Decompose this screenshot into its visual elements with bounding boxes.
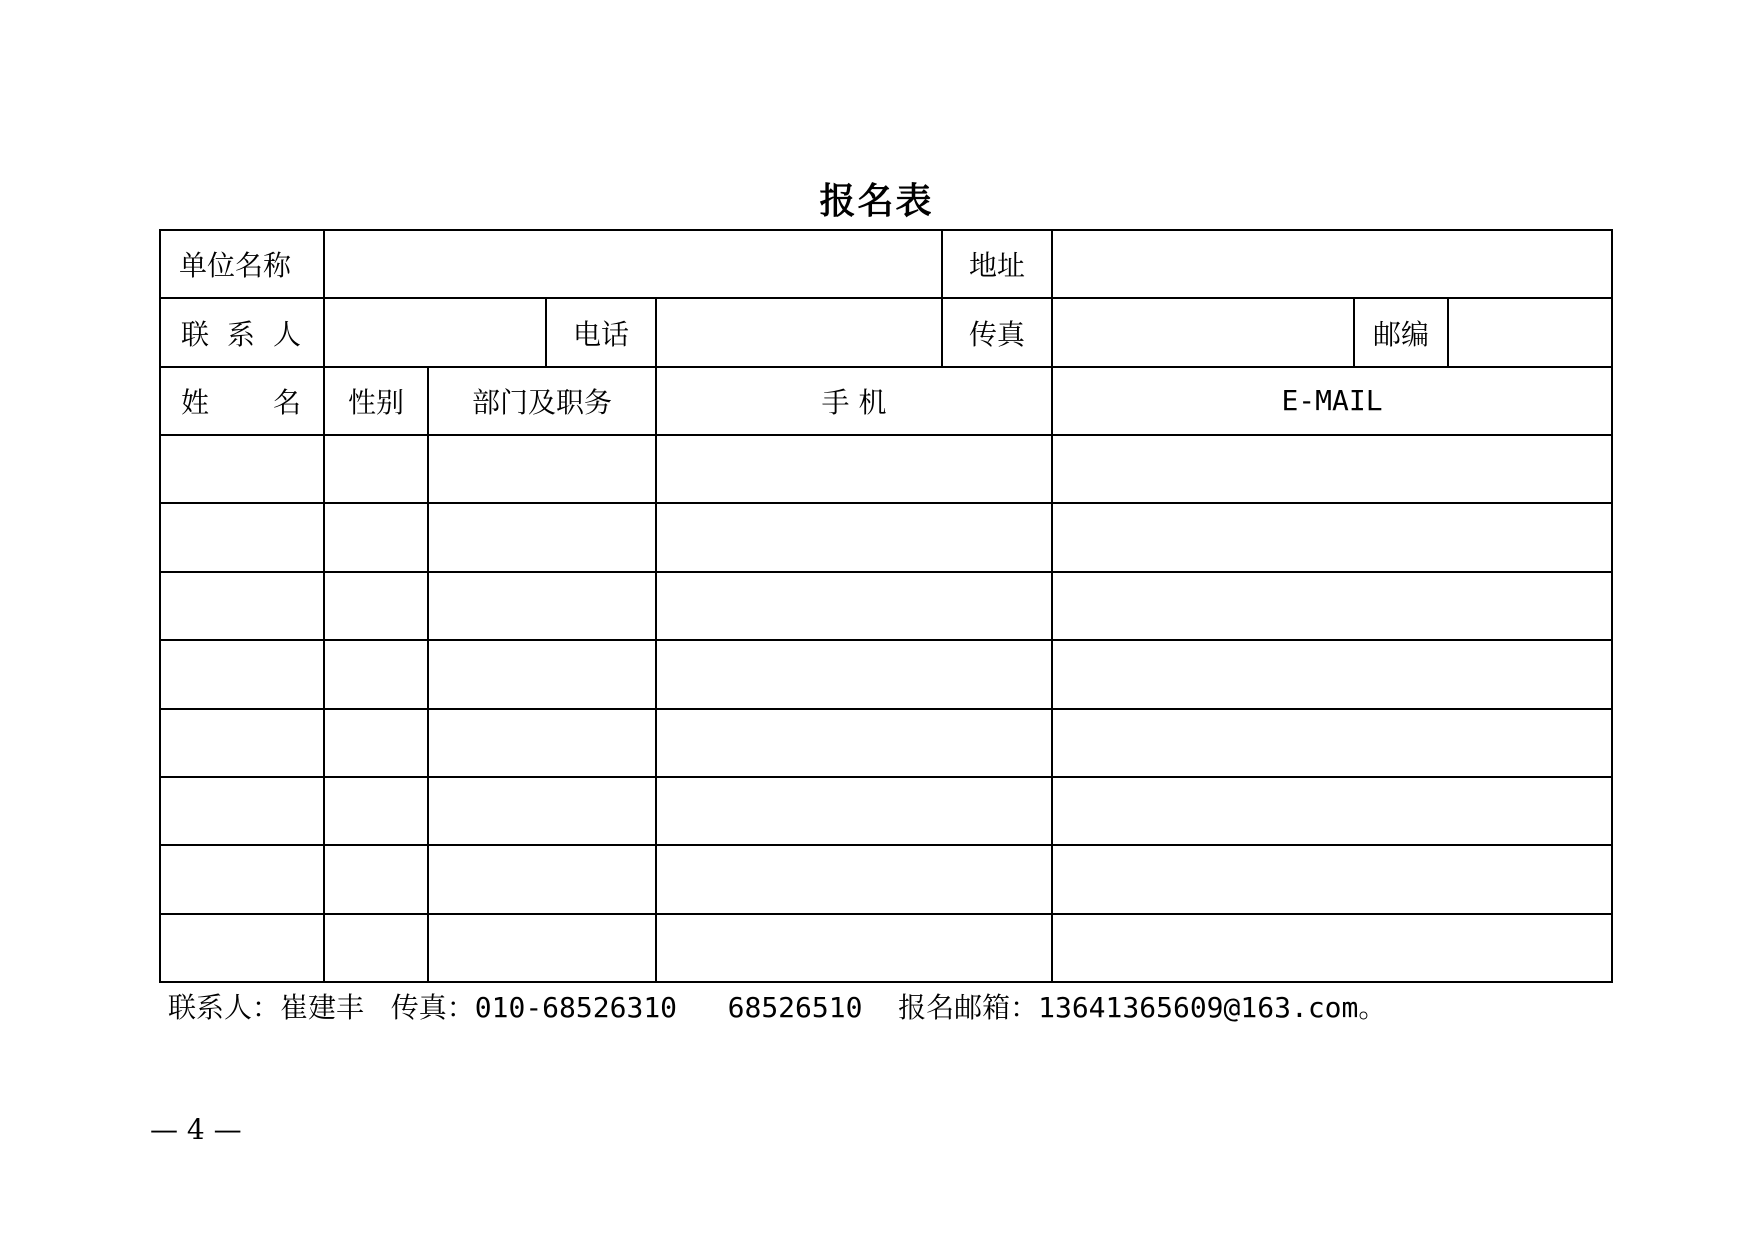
mobile-cell[interactable] bbox=[656, 503, 1052, 571]
registration-form-table bbox=[159, 229, 1613, 983]
footer-contact-name: 崔建丰 bbox=[280, 991, 365, 1024]
department-cell[interactable] bbox=[428, 845, 656, 913]
table-row bbox=[160, 572, 1612, 640]
department-header: 部门及职务 bbox=[428, 367, 656, 435]
department-cell[interactable] bbox=[428, 709, 656, 777]
email-cell[interactable] bbox=[1052, 709, 1612, 777]
postcode-label: 邮编 bbox=[1354, 298, 1448, 366]
name-cell[interactable] bbox=[160, 914, 324, 982]
footer-end-mark: 。 bbox=[1358, 991, 1387, 1024]
unit-row bbox=[160, 230, 1612, 298]
gender-cell[interactable] bbox=[324, 572, 428, 640]
table-row bbox=[160, 777, 1612, 845]
department-cell[interactable] bbox=[428, 777, 656, 845]
gender-header: 性别 bbox=[324, 367, 428, 435]
name-cell[interactable] bbox=[160, 572, 324, 640]
table-row bbox=[160, 503, 1612, 571]
address-label: 地址 bbox=[942, 230, 1052, 298]
address-field[interactable] bbox=[1052, 230, 1612, 298]
phone-label: 电话 bbox=[546, 298, 656, 366]
gender-cell[interactable] bbox=[324, 435, 428, 503]
email-cell[interactable] bbox=[1052, 572, 1612, 640]
form-title: 报名表 bbox=[819, 181, 934, 222]
gender-cell[interactable] bbox=[324, 709, 428, 777]
mobile-cell[interactable] bbox=[656, 709, 1052, 777]
footer-email: 13641365609@163.com bbox=[1038, 991, 1359, 1024]
department-cell[interactable] bbox=[428, 914, 656, 982]
mobile-cell[interactable] bbox=[656, 640, 1052, 708]
contact-info-footer bbox=[168, 988, 1386, 1028]
mobile-cell[interactable] bbox=[656, 572, 1052, 640]
contact-person-label: 联 系 人 bbox=[160, 298, 324, 366]
header-row bbox=[160, 367, 1612, 435]
footer-email-label: 报名邮箱： bbox=[898, 991, 1039, 1024]
table-row bbox=[160, 845, 1612, 913]
contact-row bbox=[160, 298, 1612, 366]
name-cell[interactable] bbox=[160, 640, 324, 708]
department-cell[interactable] bbox=[428, 640, 656, 708]
mobile-cell[interactable] bbox=[656, 435, 1052, 503]
gender-cell[interactable] bbox=[324, 777, 428, 845]
gender-cell[interactable] bbox=[324, 914, 428, 982]
postcode-field[interactable] bbox=[1448, 298, 1612, 366]
email-cell[interactable] bbox=[1052, 435, 1612, 503]
table-row bbox=[160, 640, 1612, 708]
footer-fax-numbers: 010-68526310 68526510 bbox=[474, 991, 863, 1024]
page-number: — 4 — bbox=[150, 1113, 242, 1146]
email-cell[interactable] bbox=[1052, 640, 1612, 708]
footer-fax-label: 传真： bbox=[390, 991, 475, 1024]
table-row bbox=[160, 709, 1612, 777]
name-cell[interactable] bbox=[160, 777, 324, 845]
mobile-cell[interactable] bbox=[656, 914, 1052, 982]
email-cell[interactable] bbox=[1052, 845, 1612, 913]
gender-cell[interactable] bbox=[324, 503, 428, 571]
fax-label: 传真 bbox=[942, 298, 1052, 366]
name-cell[interactable] bbox=[160, 503, 324, 571]
mobile-cell[interactable] bbox=[656, 777, 1052, 845]
fax-field[interactable] bbox=[1052, 298, 1354, 366]
footer-contact-label: 联系人： bbox=[168, 991, 281, 1024]
gender-cell[interactable] bbox=[324, 640, 428, 708]
name-cell[interactable] bbox=[160, 709, 324, 777]
gender-cell[interactable] bbox=[324, 845, 428, 913]
mobile-cell[interactable] bbox=[656, 845, 1052, 913]
email-cell[interactable] bbox=[1052, 777, 1612, 845]
unit-name-label: 单位名称 bbox=[160, 230, 324, 298]
department-cell[interactable] bbox=[428, 572, 656, 640]
table-row bbox=[160, 914, 1612, 982]
email-cell[interactable] bbox=[1052, 914, 1612, 982]
department-cell[interactable] bbox=[428, 503, 656, 571]
mobile-header: 手 机 bbox=[656, 367, 1052, 435]
department-cell[interactable] bbox=[428, 435, 656, 503]
unit-name-field[interactable] bbox=[324, 230, 942, 298]
name-header: 姓 名 bbox=[160, 367, 324, 435]
contact-person-field[interactable] bbox=[324, 298, 546, 366]
table-row bbox=[160, 435, 1612, 503]
email-cell[interactable] bbox=[1052, 503, 1612, 571]
name-cell[interactable] bbox=[160, 435, 324, 503]
name-cell[interactable] bbox=[160, 845, 324, 913]
email-header: E-MAIL bbox=[1052, 367, 1612, 435]
phone-field[interactable] bbox=[656, 298, 942, 366]
